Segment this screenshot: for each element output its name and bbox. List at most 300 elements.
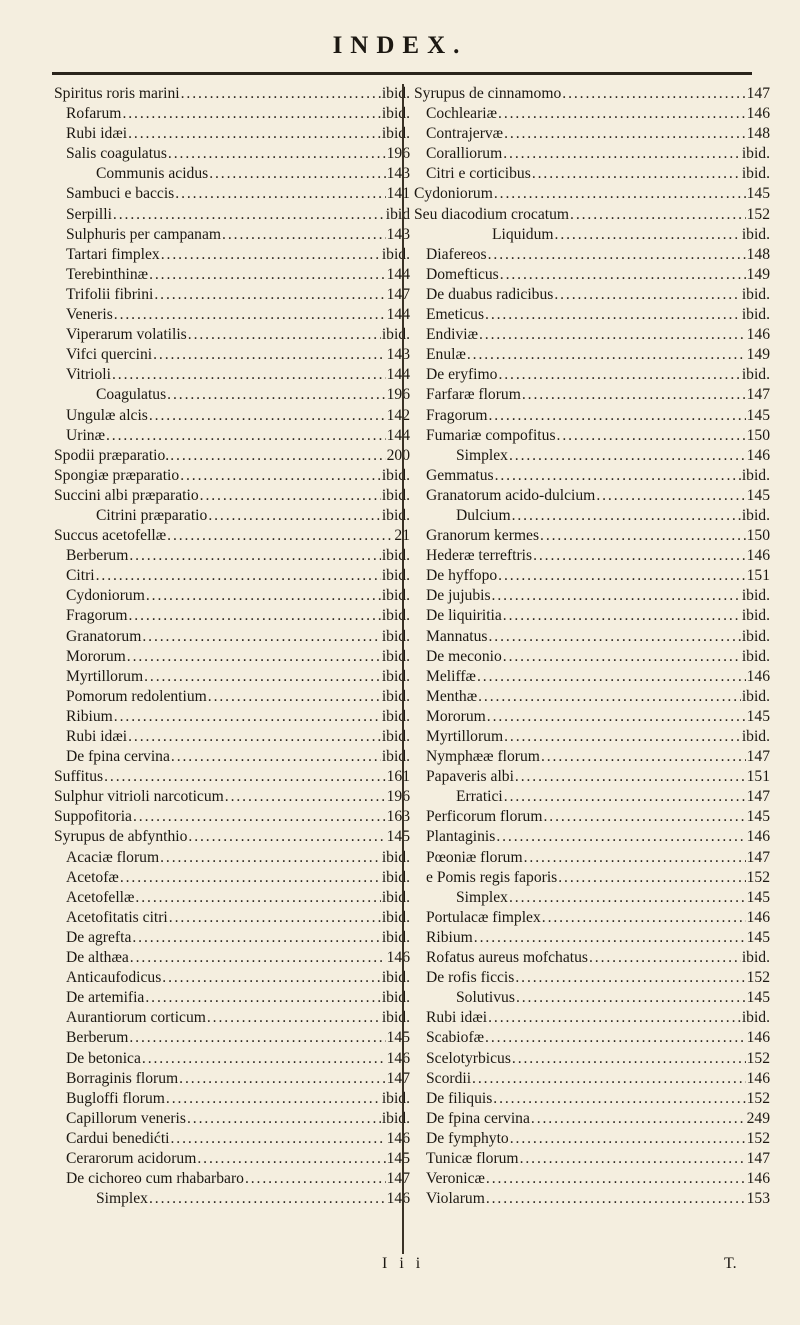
leader-dots bbox=[503, 647, 741, 667]
index-entry bbox=[414, 1028, 770, 1048]
entry-term: Borraginis florum bbox=[66, 1069, 179, 1087]
entry-term: Acetofellæ bbox=[66, 888, 135, 906]
entry-page: ibid. bbox=[741, 687, 770, 705]
entry-term: Coagulatus bbox=[96, 386, 167, 404]
entry-term: Diafereos bbox=[426, 245, 487, 263]
index-entry bbox=[414, 1089, 770, 1109]
leader-dots bbox=[225, 787, 386, 807]
index-entry bbox=[414, 184, 770, 204]
entry-term: De filiquis bbox=[426, 1089, 493, 1107]
index-entry bbox=[414, 365, 770, 385]
entry-term: Syrupus de abfynthio bbox=[54, 828, 188, 846]
entry-term: De rofis ficcis bbox=[426, 969, 515, 987]
leader-dots bbox=[562, 84, 745, 104]
leader-dots bbox=[558, 868, 745, 888]
leader-dots bbox=[498, 104, 746, 124]
entry-page: 146 bbox=[746, 1029, 770, 1047]
entry-term: Succus acetofellæ bbox=[54, 527, 167, 545]
leader-dots bbox=[197, 1149, 385, 1169]
index-entry bbox=[414, 968, 770, 988]
entry-page: 145 bbox=[746, 406, 770, 424]
leader-dots bbox=[106, 426, 386, 446]
index-entry bbox=[54, 908, 410, 928]
entry-page: ibid. bbox=[381, 1009, 410, 1027]
entry-page: ibid bbox=[385, 205, 410, 223]
index-entry bbox=[54, 144, 410, 164]
entry-page: 145 bbox=[746, 185, 770, 203]
leader-dots bbox=[512, 506, 741, 526]
index-entry bbox=[54, 988, 410, 1008]
leader-dots bbox=[245, 1169, 386, 1189]
entry-page: 151 bbox=[746, 768, 770, 786]
leader-dots bbox=[145, 988, 380, 1008]
entry-page: ibid. bbox=[741, 506, 770, 524]
index-entry bbox=[414, 506, 770, 526]
entry-page: 149 bbox=[746, 346, 770, 364]
index-entry bbox=[54, 1189, 410, 1209]
entry-term: Granorum kermes bbox=[426, 527, 540, 545]
entry-page: 147 bbox=[746, 848, 770, 866]
index-entry bbox=[54, 928, 410, 948]
index-entry bbox=[54, 406, 410, 426]
index-entry bbox=[54, 1089, 410, 1109]
index-entry bbox=[414, 1049, 770, 1069]
entry-term: Perficorum florum bbox=[426, 808, 543, 826]
entry-page: 146 bbox=[746, 547, 770, 565]
index-entry bbox=[414, 687, 770, 707]
leader-dots bbox=[208, 506, 381, 526]
entry-term: De fymphyto bbox=[426, 1129, 509, 1147]
entry-page: 146 bbox=[386, 949, 410, 967]
entry-page: 144 bbox=[386, 426, 410, 444]
entry-term: Suffitus bbox=[54, 768, 104, 786]
index-entry bbox=[414, 265, 770, 285]
entry-term: Scabiofæ bbox=[426, 1029, 485, 1047]
entry-page: 145 bbox=[746, 808, 770, 826]
entry-term: Granatorum acido-dulcium bbox=[426, 486, 596, 504]
entry-page: 143 bbox=[386, 165, 410, 183]
entry-term: Coralliorum bbox=[426, 145, 503, 163]
entry-page: 142 bbox=[386, 406, 410, 424]
index-entry bbox=[54, 104, 410, 124]
entry-page: 145 bbox=[746, 888, 770, 906]
entry-term: Capillorum veneris bbox=[66, 1109, 186, 1127]
leader-dots bbox=[504, 124, 746, 144]
entry-page: 147 bbox=[746, 386, 770, 404]
entry-term: Scelotyrbicus bbox=[426, 1049, 511, 1067]
entry-term: Trifolii fibrini bbox=[66, 285, 154, 303]
leader-dots bbox=[133, 807, 386, 827]
index-entry bbox=[54, 787, 410, 807]
index-entry bbox=[414, 727, 770, 747]
entry-term: Contrajervæ bbox=[426, 125, 504, 143]
entry-page: 145 bbox=[746, 928, 770, 946]
leader-dots bbox=[146, 586, 381, 606]
leader-dots bbox=[589, 948, 741, 968]
index-entry bbox=[414, 466, 770, 486]
index-entry bbox=[54, 868, 410, 888]
signature-mark: I i i bbox=[382, 1255, 425, 1272]
entry-page: 144 bbox=[386, 265, 410, 283]
entry-page: ibid. bbox=[741, 587, 770, 605]
index-entry bbox=[54, 767, 410, 787]
entry-term: Acetofæ bbox=[66, 868, 119, 886]
index-entry bbox=[414, 526, 770, 546]
leader-dots bbox=[168, 144, 386, 164]
leader-dots bbox=[487, 707, 746, 727]
index-entry bbox=[54, 1149, 410, 1169]
leader-dots bbox=[175, 184, 385, 204]
index-entry bbox=[54, 707, 410, 727]
entry-term: Spodii præparatio. bbox=[54, 446, 170, 464]
leader-dots bbox=[169, 908, 381, 928]
entry-term: De agrefta bbox=[66, 928, 132, 946]
leader-dots bbox=[515, 767, 746, 787]
entry-term: Viperarum volatilis bbox=[66, 326, 187, 344]
index-entry bbox=[414, 205, 770, 225]
leader-dots bbox=[179, 1069, 385, 1089]
leader-dots bbox=[557, 426, 746, 446]
entry-page: ibid. bbox=[741, 728, 770, 745]
entry-term: Sulphur vitrioli narcoticum bbox=[54, 788, 224, 806]
leader-dots bbox=[542, 908, 746, 928]
entry-term: Myrtillorum bbox=[426, 728, 504, 745]
leader-dots bbox=[515, 968, 745, 988]
entry-page: ibid. bbox=[381, 125, 410, 143]
index-entry bbox=[414, 767, 770, 787]
index-entry bbox=[414, 164, 770, 184]
index-entry bbox=[414, 848, 770, 868]
index-column-left bbox=[54, 84, 410, 1209]
entry-term: Vitrioli bbox=[66, 366, 111, 384]
entry-term: De althæa bbox=[66, 949, 129, 967]
entry-page: 146 bbox=[746, 1069, 770, 1087]
entry-term: Granatorum bbox=[66, 627, 142, 645]
index-entry bbox=[54, 627, 410, 647]
index-entry bbox=[54, 848, 410, 868]
index-entry bbox=[54, 426, 410, 446]
leader-dots bbox=[170, 446, 385, 466]
index-entry bbox=[54, 265, 410, 285]
leader-dots bbox=[122, 104, 380, 124]
leader-dots bbox=[486, 1189, 746, 1209]
entry-page: ibid. bbox=[381, 647, 410, 665]
entry-term: Ribium bbox=[426, 928, 473, 946]
leader-dots bbox=[129, 1028, 385, 1048]
entry-page: 146 bbox=[386, 1129, 410, 1147]
entry-term: Fragorum bbox=[426, 406, 488, 424]
leader-dots bbox=[162, 968, 381, 988]
index-entry bbox=[54, 345, 410, 365]
entry-page: 145 bbox=[386, 1149, 410, 1167]
leader-dots bbox=[208, 687, 381, 707]
leader-dots bbox=[478, 687, 741, 707]
index-entry bbox=[414, 345, 770, 365]
entry-page: 249 bbox=[746, 1109, 770, 1127]
entry-page: 152 bbox=[746, 205, 770, 223]
entry-page: 147 bbox=[746, 1149, 770, 1167]
entry-term: e Pomis regis faporis bbox=[426, 868, 558, 886]
leader-dots bbox=[493, 1089, 745, 1109]
index-entry bbox=[414, 606, 770, 626]
entry-term: Anticaufodicus bbox=[66, 969, 162, 987]
index-entry bbox=[54, 1049, 410, 1069]
entry-term: Communis acidus bbox=[96, 165, 209, 183]
index-entry bbox=[54, 124, 410, 144]
entry-page: 145 bbox=[386, 1029, 410, 1047]
entry-page: ibid. bbox=[381, 627, 410, 645]
entry-term: Cochleariæ bbox=[426, 105, 498, 123]
leader-dots bbox=[200, 486, 381, 506]
entry-page: 145 bbox=[386, 828, 410, 846]
entry-term: Mororum bbox=[426, 707, 486, 725]
index-entry bbox=[414, 104, 770, 124]
entry-term: Rofatus aureus mofchatus bbox=[426, 949, 588, 967]
leader-dots bbox=[171, 747, 381, 767]
entry-page: ibid. bbox=[741, 466, 770, 484]
entry-page: ibid. bbox=[741, 145, 770, 163]
entry-page: ibid. bbox=[741, 366, 770, 384]
leader-dots bbox=[188, 325, 381, 345]
leader-dots bbox=[187, 1109, 381, 1129]
entry-term: Spiritus roris marini bbox=[54, 85, 180, 102]
index-entry bbox=[54, 245, 410, 265]
entry-term: Ribium bbox=[66, 707, 113, 725]
index-entry bbox=[414, 1169, 770, 1189]
leader-dots bbox=[222, 225, 386, 245]
leader-dots bbox=[135, 888, 380, 908]
leader-dots bbox=[128, 727, 381, 747]
leader-dots bbox=[130, 948, 386, 968]
entry-page: ibid. bbox=[741, 607, 770, 625]
entry-term: Enulæ bbox=[426, 346, 466, 364]
entry-term: Rubi idæi bbox=[66, 728, 128, 745]
leader-dots bbox=[532, 164, 741, 184]
entry-page: ibid. bbox=[381, 1109, 410, 1127]
leader-dots bbox=[554, 285, 741, 305]
index-entry bbox=[54, 566, 410, 586]
entry-page: 141 bbox=[386, 185, 410, 203]
index-entry bbox=[54, 606, 410, 626]
entry-page: ibid. bbox=[381, 607, 410, 625]
index-entry bbox=[414, 827, 770, 847]
entry-term: Pomorum redolentium bbox=[66, 687, 207, 705]
entry-page: 147 bbox=[746, 788, 770, 806]
entry-term: Solutivus bbox=[456, 989, 515, 1007]
entry-page: 163 bbox=[386, 808, 410, 826]
entry-page: 145 bbox=[746, 989, 770, 1007]
entry-page: 144 bbox=[386, 366, 410, 384]
entry-page: ibid. bbox=[741, 285, 770, 303]
leader-dots bbox=[498, 566, 745, 586]
entry-page: 146 bbox=[746, 105, 770, 123]
index-entry bbox=[414, 546, 770, 566]
index-entry bbox=[54, 305, 410, 325]
entry-term: Sulphuris per campanam bbox=[66, 225, 222, 243]
entry-page: 196 bbox=[386, 386, 410, 404]
entry-page: 147 bbox=[746, 748, 770, 766]
entry-term: Endiviæ bbox=[426, 326, 478, 344]
leader-dots bbox=[149, 406, 386, 426]
entry-term: Pœoniæ florum bbox=[426, 848, 523, 866]
entry-term: Bugloffi florum bbox=[66, 1089, 165, 1107]
entry-page: 152 bbox=[746, 969, 770, 987]
index-entry bbox=[54, 365, 410, 385]
index-entry bbox=[54, 586, 410, 606]
leader-dots bbox=[596, 486, 745, 506]
entry-term: De meconio bbox=[426, 647, 502, 665]
leader-dots bbox=[149, 265, 386, 285]
entry-page: 146 bbox=[746, 908, 770, 926]
entry-page: 145 bbox=[746, 486, 770, 504]
column-divider bbox=[402, 84, 404, 1254]
index-entry bbox=[414, 426, 770, 446]
leader-dots bbox=[161, 245, 381, 265]
entry-page: ibid. bbox=[381, 245, 410, 263]
index-entry bbox=[414, 1008, 770, 1028]
leader-dots bbox=[504, 787, 746, 807]
entry-page: ibid. bbox=[381, 567, 410, 585]
entry-page: ibid. bbox=[381, 486, 410, 504]
entry-term: Erratici bbox=[456, 788, 503, 806]
entry-page: ibid. bbox=[381, 85, 410, 102]
leader-dots bbox=[503, 606, 741, 626]
entry-term: Mororum bbox=[66, 647, 126, 665]
leader-dots bbox=[113, 205, 385, 225]
leader-dots bbox=[488, 245, 746, 265]
leader-dots bbox=[96, 566, 381, 586]
entry-term: Liquidum bbox=[492, 225, 554, 243]
index-entry bbox=[414, 647, 770, 667]
entry-page: ibid. bbox=[381, 707, 410, 725]
entry-term: Rofarum bbox=[66, 105, 122, 123]
index-entry bbox=[54, 466, 410, 486]
entry-term: De eryfimo bbox=[426, 366, 498, 384]
index-entry bbox=[54, 325, 410, 345]
index-entry bbox=[54, 687, 410, 707]
entry-page: 143 bbox=[386, 346, 410, 364]
entry-page: ibid. bbox=[741, 306, 770, 324]
leader-dots bbox=[160, 848, 381, 868]
entry-term: De cichoreo cum rhabarbaro bbox=[66, 1170, 244, 1188]
leader-dots bbox=[492, 586, 741, 606]
entry-term: Simplex bbox=[456, 888, 508, 906]
index-entry bbox=[414, 888, 770, 908]
entry-term: Simplex bbox=[96, 1190, 148, 1208]
entry-term: Urinæ bbox=[66, 426, 105, 444]
leader-dots bbox=[181, 84, 381, 104]
entry-term: Serpilli bbox=[66, 205, 112, 223]
index-entry bbox=[414, 285, 770, 305]
index-entry bbox=[54, 84, 410, 104]
leader-dots bbox=[504, 727, 741, 747]
entry-term: Nymphææ florum bbox=[426, 748, 540, 766]
leader-dots bbox=[486, 1169, 746, 1189]
entry-page: 143 bbox=[386, 225, 410, 243]
leader-dots bbox=[142, 1049, 386, 1069]
entry-term: Meliffæ bbox=[426, 667, 476, 685]
index-entry bbox=[54, 225, 410, 245]
entry-term: Dulcium bbox=[456, 506, 511, 524]
entry-page: 150 bbox=[746, 426, 770, 444]
entry-term: Sambuci e baccis bbox=[66, 185, 175, 203]
leader-dots bbox=[531, 1109, 746, 1129]
entry-term: Cerarorum acidorum bbox=[66, 1149, 197, 1167]
leader-dots bbox=[479, 325, 746, 345]
leader-dots bbox=[128, 124, 381, 144]
entry-page: ibid. bbox=[741, 1009, 770, 1027]
entry-term: Terebinthinæ bbox=[66, 265, 149, 283]
entry-term: Ungulæ alcis bbox=[66, 406, 148, 424]
entry-term: Berberum bbox=[66, 1029, 129, 1047]
index-entry bbox=[414, 807, 770, 827]
index-entry bbox=[54, 526, 410, 546]
index-entry bbox=[414, 124, 770, 144]
index-entry bbox=[414, 747, 770, 767]
index-entry bbox=[54, 184, 410, 204]
entry-page: 144 bbox=[386, 306, 410, 324]
entry-term: Menthæ bbox=[426, 687, 478, 705]
entry-page: ibid. bbox=[741, 627, 770, 645]
entry-page: 200 bbox=[386, 446, 410, 464]
index-entry bbox=[54, 1129, 410, 1149]
index-entry bbox=[54, 948, 410, 968]
entry-term: Violarum bbox=[426, 1190, 485, 1208]
entry-term: Gemmatus bbox=[426, 466, 494, 484]
entry-term: Myrtillorum bbox=[66, 667, 144, 685]
entry-term: Hederæ terreftris bbox=[426, 547, 533, 565]
index-entry bbox=[414, 1189, 770, 1209]
index-entry bbox=[54, 667, 410, 687]
index-entry bbox=[54, 888, 410, 908]
index-entry bbox=[54, 385, 410, 405]
entry-term: De hyffopo bbox=[426, 567, 498, 585]
index-entry bbox=[414, 225, 770, 245]
entry-term: De fpina cervina bbox=[426, 1109, 530, 1127]
leader-dots bbox=[544, 807, 746, 827]
entry-term: Papaveris albi bbox=[426, 768, 514, 786]
entry-page: ibid. bbox=[381, 908, 410, 926]
leader-dots bbox=[154, 285, 385, 305]
index-entry bbox=[54, 647, 410, 667]
index-entry bbox=[54, 1008, 410, 1028]
index-entry bbox=[54, 506, 410, 526]
index-column-right bbox=[414, 84, 770, 1209]
index-entry bbox=[414, 385, 770, 405]
index-entry bbox=[54, 968, 410, 988]
entry-term: Seu diacodium crocatum bbox=[414, 205, 570, 223]
leader-dots bbox=[209, 164, 385, 184]
leader-dots bbox=[570, 205, 746, 225]
index-entry bbox=[414, 627, 770, 647]
entry-term: De liquiritia bbox=[426, 607, 502, 625]
index-entry bbox=[54, 827, 410, 847]
leader-dots bbox=[516, 988, 746, 1008]
index-entry bbox=[54, 727, 410, 747]
entry-page: 152 bbox=[746, 1049, 770, 1067]
leader-dots bbox=[489, 406, 746, 426]
entry-page: ibid. bbox=[381, 728, 410, 745]
index-entry bbox=[54, 747, 410, 767]
leader-dots bbox=[503, 144, 741, 164]
index-entry bbox=[54, 486, 410, 506]
entry-page: ibid. bbox=[381, 587, 410, 605]
leader-dots bbox=[467, 345, 746, 365]
entry-page: 147 bbox=[746, 85, 770, 102]
entry-page: 148 bbox=[746, 125, 770, 143]
leader-dots bbox=[129, 546, 380, 566]
leader-dots bbox=[472, 1069, 746, 1089]
